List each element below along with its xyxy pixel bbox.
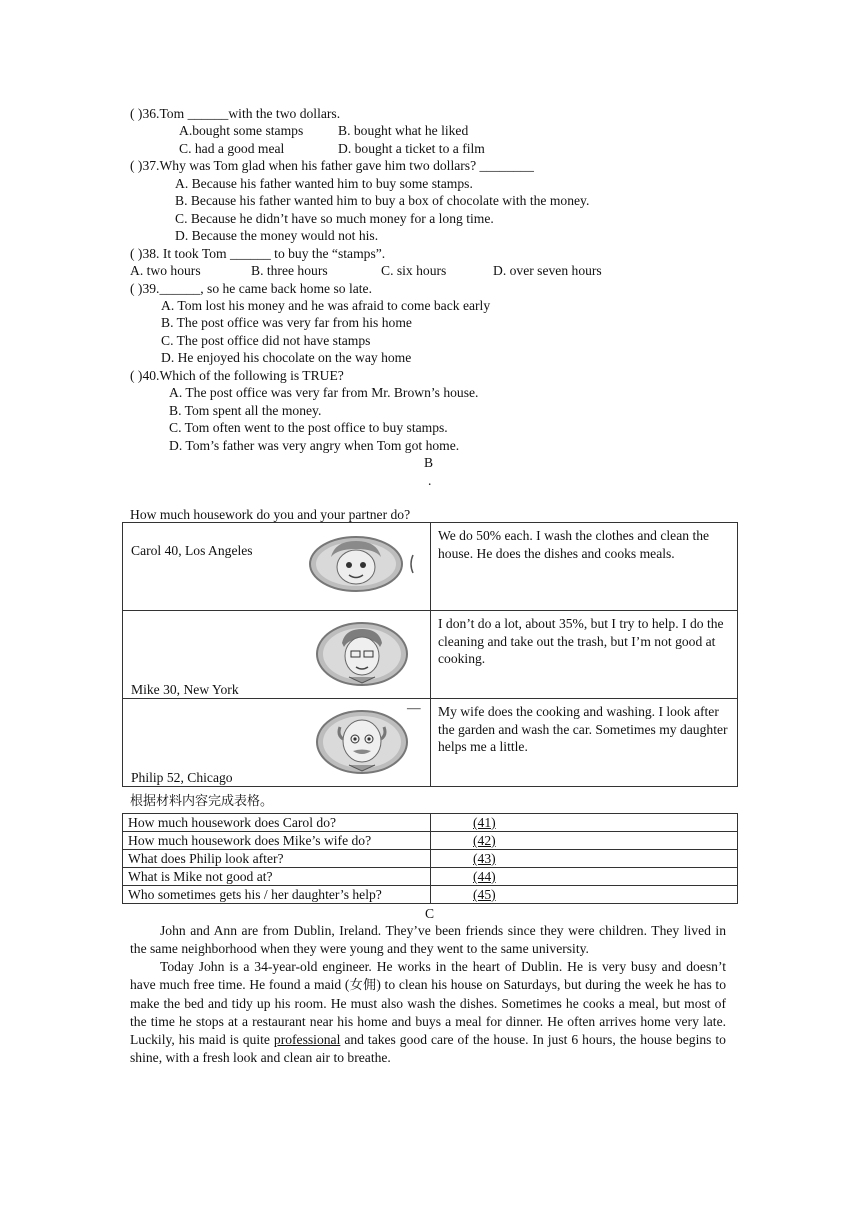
question-cell xyxy=(123,832,431,850)
question-42: How much housework does Mike’s wife do? xyxy=(128,833,372,848)
speech-philip: My wife does the cooking and washing. I look after the garden and wash the car. Sometimes my daughter helps me a little. xyxy=(438,704,728,754)
stray-dash: — xyxy=(407,700,421,715)
philip-avatar xyxy=(315,709,409,775)
q38-option-b: B. three hours xyxy=(251,263,328,278)
q39-option-b: B. The post office was very far from his home xyxy=(161,315,412,330)
p2-part-3: and takes good care of the house. In just 6 hours, the house begins to shine, with a fresh look and clean air to breathe. xyxy=(130,1032,726,1065)
answer-42: (42) xyxy=(473,833,496,848)
answer-cell xyxy=(431,886,738,904)
q38-stem: ( )38. It took Tom ______ to buy the “stamps”. xyxy=(130,246,386,261)
mike-avatar xyxy=(315,621,409,687)
table-row xyxy=(123,868,738,886)
p2-part-1: Today John is a 34-year-old engineer. He works in the heart of Dublin. He is very busy and doesn’t have much free time. He found a maid ( xyxy=(130,959,726,992)
answer-41: (41) xyxy=(473,815,496,830)
answer-table xyxy=(122,813,738,904)
question-cell xyxy=(123,814,431,832)
section-b-intro: How much housework do you and your partner do? xyxy=(130,507,411,522)
q36-option-c: C. had a good meal xyxy=(179,141,285,156)
carol-avatar xyxy=(309,535,419,593)
person-cell xyxy=(123,611,431,699)
question-41: How much housework does Carol do? xyxy=(128,815,337,830)
person-philip: Philip 52, Chicago xyxy=(131,770,233,785)
table-row xyxy=(123,832,738,850)
question-cell xyxy=(123,850,431,868)
table-row xyxy=(123,523,738,611)
question-cell xyxy=(123,868,431,886)
q38-option-c: C. six hours xyxy=(381,263,447,278)
speech-mike: I don’t do a lot, about 35%, but I try to help. I do the cleaning and take out the trash, but I’m not good at cooking. xyxy=(438,616,724,666)
table-row xyxy=(123,699,738,787)
q37-option-b: B. Because his father wanted him to buy a box of chocolate with the money. xyxy=(175,193,590,208)
question-45: Who sometimes gets his / her daughter’s help? xyxy=(128,887,382,902)
section-b-dot: . xyxy=(428,473,432,488)
speech-cell xyxy=(431,611,738,699)
answer-45: (45) xyxy=(473,887,496,902)
q37-stem: ( )37.Why was Tom glad when his father gave him two dollars? ________ xyxy=(130,158,534,173)
passage-paragraph-1: John and Ann are from Dublin, Ireland. They’ve been friends since they were children. They lived in the same neighborhood when they were young and they went to the same university. xyxy=(130,923,726,956)
p2-chinese-gloss: 女佣 xyxy=(349,978,377,993)
section-b-letter: B xyxy=(424,455,434,470)
question-43: What does Philip look after? xyxy=(128,851,284,866)
q38-option-d: D. over seven hours xyxy=(493,263,602,278)
p2-underlined-word: professional xyxy=(273,1032,341,1047)
person-cell xyxy=(123,699,431,787)
answer-44: (44) xyxy=(473,869,496,884)
task-instruction: 根据材料内容完成表格。 xyxy=(130,794,274,809)
q40-option-d: D. Tom’s father was very angry when Tom got home. xyxy=(169,438,460,453)
answer-43: (43) xyxy=(473,851,496,866)
person-carol: Carol 40, Los Angeles xyxy=(131,543,253,558)
table-row xyxy=(123,814,738,832)
housework-table xyxy=(122,522,738,787)
p2-part-2: ) to clean his house on Saturdays, but during the week he has to make the bed and tidy up his room. He must also wash the dishes. Sometimes he cooks a meal, but most of the time he stops at a restaurant near his home and buys a meal for dinner. He often arrives home very late. Luckily, his maid is quite xyxy=(130,977,726,1047)
q40-option-c: C. Tom often went to the post office to buy stamps. xyxy=(169,420,448,435)
q39-option-c: C. The post office did not have stamps xyxy=(161,333,371,348)
answer-cell xyxy=(431,832,738,850)
q40-stem: ( )40.Which of the following is TRUE? xyxy=(130,368,344,383)
question-44: What is Mike not good at? xyxy=(128,869,273,884)
q40-option-b: B. Tom spent all the money. xyxy=(169,403,322,418)
q39-option-d: D. He enjoyed his chocolate on the way home xyxy=(161,350,412,365)
q36-stem: ( )36.Tom ______with the two dollars. xyxy=(130,106,341,121)
q36-option-d: D. bought a ticket to a film xyxy=(338,141,485,156)
q36-option-a: A.bought some stamps xyxy=(179,123,304,138)
passage-paragraph-2 xyxy=(130,958,726,1067)
section-c-letter: C xyxy=(425,906,435,921)
q39-option-a: A. Tom lost his money and he was afraid to come back early xyxy=(161,298,491,313)
person-mike: Mike 30, New York xyxy=(131,682,239,697)
answer-cell xyxy=(431,850,738,868)
q39-stem: ( )39.______, so he came back home so late. xyxy=(130,281,372,296)
q40-option-a: A. The post office was very far from Mr. Brown’s house. xyxy=(169,385,479,400)
speech-cell xyxy=(431,699,738,787)
table-row xyxy=(123,850,738,868)
q37-option-d: D. Because the money would not his. xyxy=(175,228,379,243)
answer-cell xyxy=(431,814,738,832)
q36-option-b: B. bought what he liked xyxy=(338,123,469,138)
speech-cell xyxy=(431,523,738,611)
q37-option-c: C. Because he didn’t have so much money for a long time. xyxy=(175,211,494,226)
question-cell xyxy=(123,886,431,904)
speech-carol: We do 50% each. I wash the clothes and clean the house. He does the dishes and cooks meals. xyxy=(438,528,710,561)
table-row xyxy=(123,886,738,904)
q37-option-a: A. Because his father wanted him to buy some stamps. xyxy=(175,176,473,191)
person-cell xyxy=(123,523,431,611)
q38-option-a: A. two hours xyxy=(130,263,201,278)
answer-cell xyxy=(431,868,738,886)
table-row xyxy=(123,611,738,699)
